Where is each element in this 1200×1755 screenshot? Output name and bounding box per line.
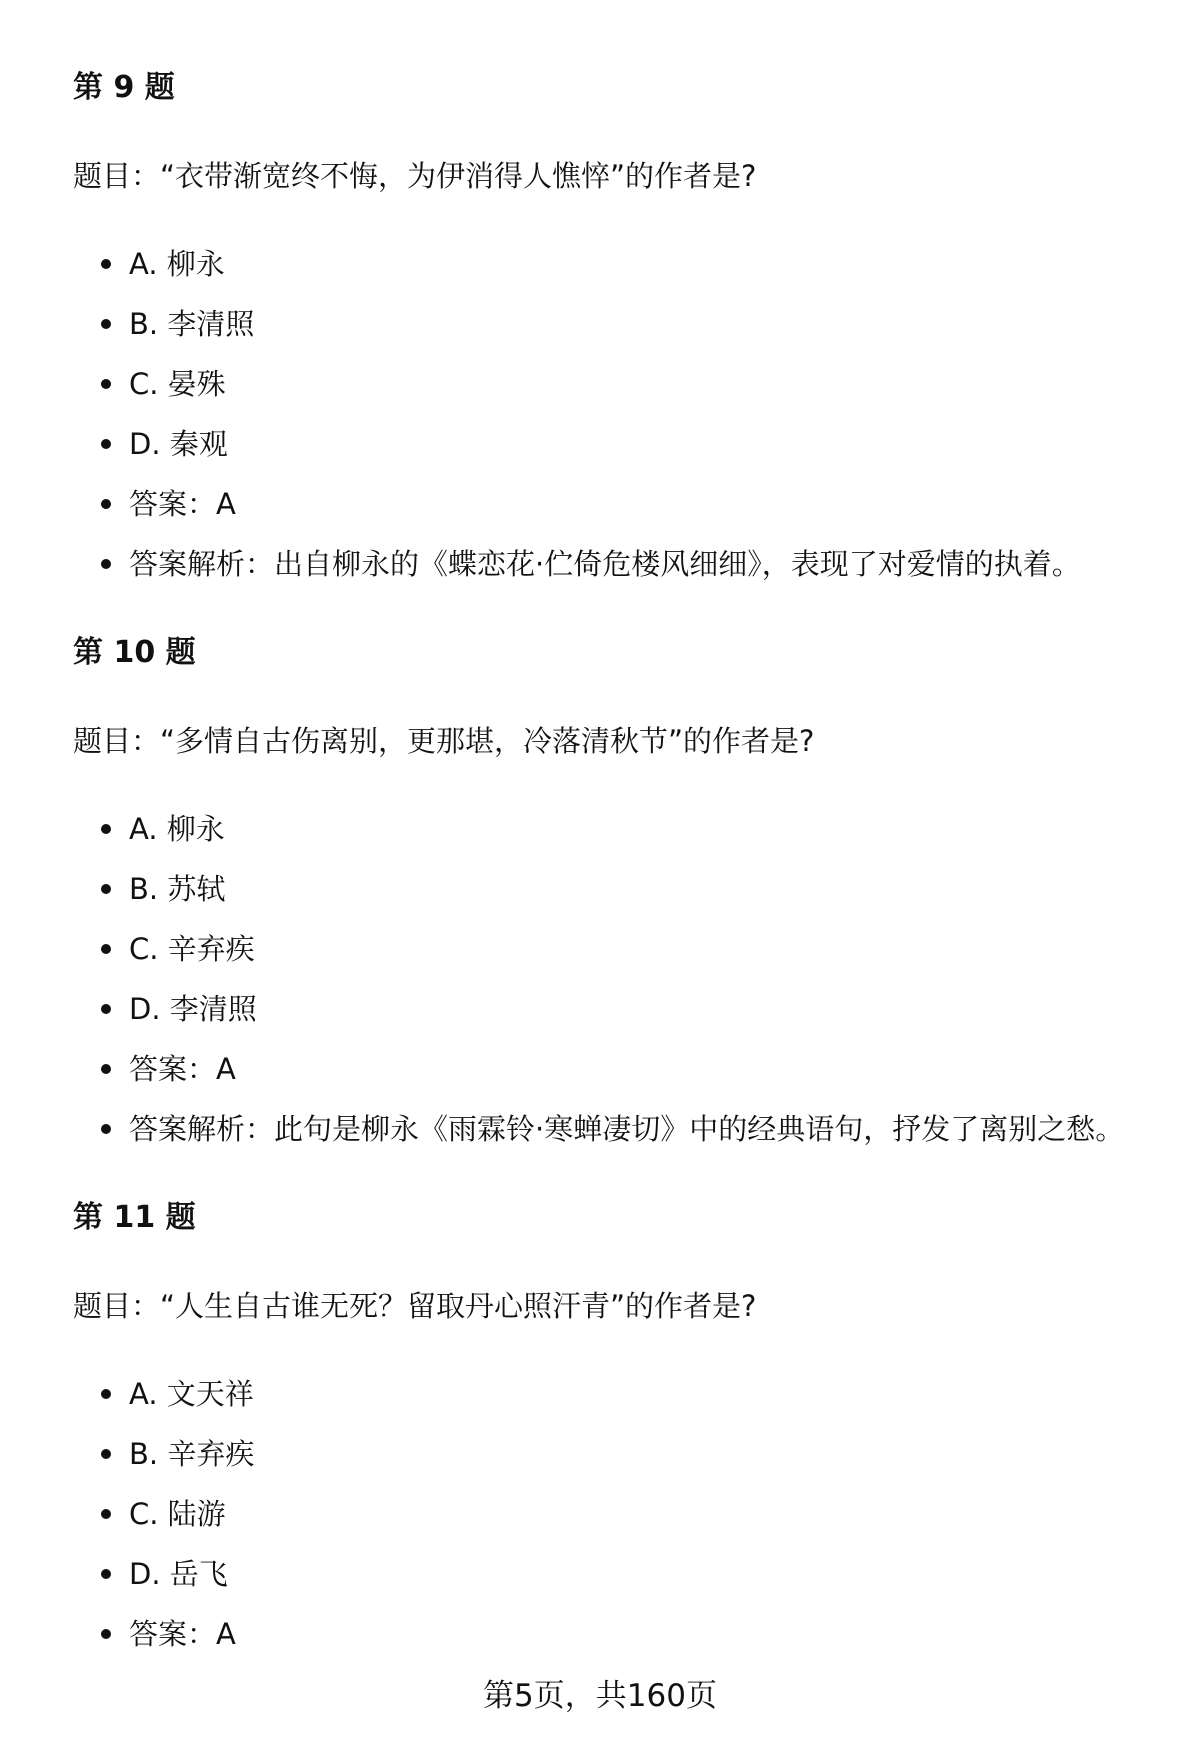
list-item [73,424,1153,484]
bullet-icon [101,824,111,834]
question-heading: 第 9 题 [73,70,175,105]
question-heading: 第 10 题 [73,635,196,670]
bullet-icon [101,1449,111,1459]
list-item [73,544,1153,604]
bullet-icon [101,1124,111,1134]
list-item [73,809,1153,869]
list-item [73,929,1153,989]
option-b: B. 辛弃疾 [129,1437,255,1471]
list-item [73,244,1153,304]
bullet-icon [101,319,111,329]
list-item [73,1049,1153,1109]
bullet-icon [101,884,111,894]
question-10 [73,633,1153,1146]
list-item [73,1434,1153,1494]
option-list [73,244,1153,604]
list-item [73,484,1153,544]
list-item [73,869,1153,929]
option-d: D. 李清照 [129,992,257,1026]
option-list [73,809,1153,1169]
option-b: B. 李清照 [129,307,255,341]
list-item [73,1614,1153,1674]
bullet-icon [101,1629,111,1639]
answer-explanation: 答案解析：此句是柳永《雨霖铃·寒蝉凄切》中的经典语句，抒发了离别之愁。 [129,1112,1125,1146]
option-a: A. 文天祥 [129,1377,254,1411]
list-item [73,1374,1153,1434]
question-stem: 题目：“衣带渐宽终不悔，为伊消得人憔悴”的作者是? [73,159,757,193]
bullet-icon [101,499,111,509]
bullet-icon [101,559,111,569]
list-item [73,1554,1153,1614]
list-item [73,364,1153,424]
answer: 答案：A [129,1617,236,1651]
question-stem: 题目：“多情自古伤离别，更那堪，冷落清秋节”的作者是? [73,724,815,758]
option-a: A. 柳永 [129,247,225,281]
list-item [73,1109,1153,1169]
bullet-icon [101,944,111,954]
list-item [73,989,1153,1049]
option-b: B. 苏轼 [129,872,226,906]
bullet-icon [101,1389,111,1399]
option-list [73,1374,1153,1674]
answer-explanation: 答案解析：出自柳永的《蝶恋花·伫倚危楼风细细》，表现了对爱情的执着。 [129,547,1081,581]
page-footer: 第5页，共160页 [483,1678,717,1714]
bullet-icon [101,439,111,449]
bullet-icon [101,1004,111,1014]
question-11 [73,1198,1153,1651]
bullet-icon [101,1064,111,1074]
option-d: D. 秦观 [129,427,228,461]
answer: 答案：A [129,1052,236,1086]
list-item [73,1494,1153,1554]
question-9 [73,68,1153,581]
answer: 答案：A [129,487,236,521]
option-c: C. 辛弃疾 [129,932,255,966]
bullet-icon [101,379,111,389]
option-a: A. 柳永 [129,812,225,846]
list-item [73,304,1153,364]
question-heading: 第 11 题 [73,1200,196,1235]
option-c: C. 陆游 [129,1497,226,1531]
option-d: D. 岳飞 [129,1557,228,1591]
bullet-icon [101,1509,111,1519]
question-stem: 题目：“人生自古谁无死？留取丹心照汗青”的作者是? [73,1289,757,1323]
option-c: C. 晏殊 [129,367,226,401]
bullet-icon [101,1569,111,1579]
bullet-icon [101,259,111,269]
